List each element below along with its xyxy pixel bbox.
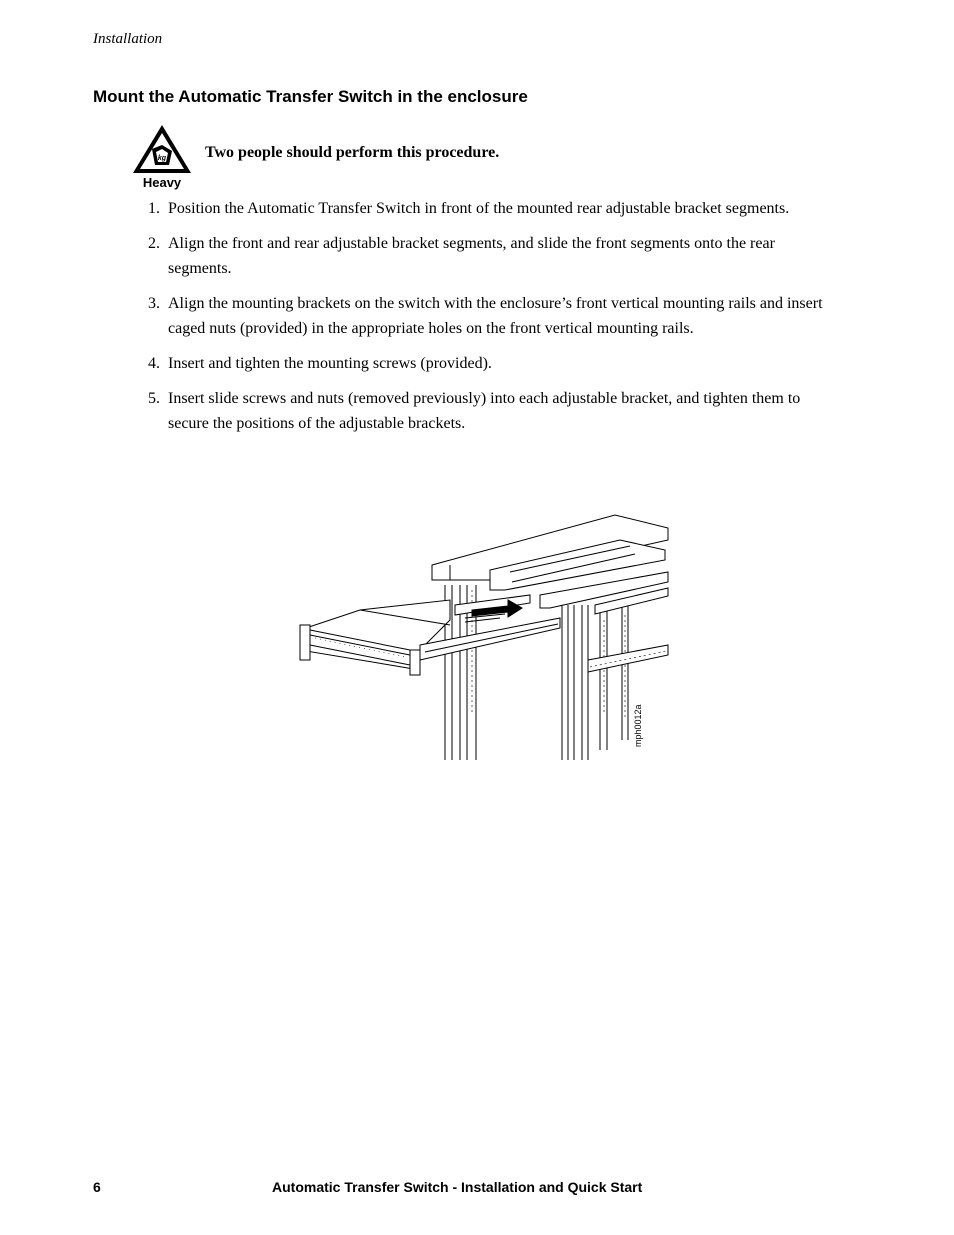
installation-illustration <box>290 510 670 765</box>
procedure-steps <box>140 196 830 446</box>
warning-icon-label: Heavy <box>142 175 182 190</box>
figure-id-label: mph0012a <box>633 704 643 747</box>
step-item <box>140 351 830 376</box>
step-number: 5. <box>148 390 160 407</box>
step-text: Align the mounting brackets on the switch with the enclosure’s front vertical mounting rails and insert caged nuts (provided) in the appropriate holes on the front vertical mounting rails. <box>168 295 823 337</box>
step-item <box>140 231 830 281</box>
step-text: Position the Automatic Transfer Switch in front of the mounted rear adjustable bracket segments. <box>168 200 790 217</box>
warning-text: Two people should perform this procedure. <box>205 144 500 161</box>
step-text: Align the front and rear adjustable bracket segments, and slide the front segments onto the rear segments. <box>168 235 775 277</box>
running-header: Installation <box>93 31 163 47</box>
step-item <box>140 196 830 221</box>
footer-document-title: Automatic Transfer Switch - Installation and Quick Start <box>272 1179 643 1195</box>
heavy-weight-warning-icon <box>131 123 193 191</box>
step-text: Insert slide screws and nuts (removed previously) into each adjustable bracket, and tighten them to secure the positions of the adjustable brackets. <box>168 390 801 432</box>
step-text: Insert and tighten the mounting screws (provided). <box>168 355 492 372</box>
kg-glyph: kg <box>157 155 167 162</box>
section-title: Mount the Automatic Transfer Switch in the enclosure <box>93 87 528 106</box>
warning-triangle-icon <box>131 123 193 175</box>
step-number: 2. <box>148 235 160 252</box>
step-number: 1. <box>148 200 160 217</box>
step-item <box>140 386 830 436</box>
step-number: 3. <box>148 295 160 312</box>
step-number: 4. <box>148 355 160 372</box>
page-number: 6 <box>93 1179 101 1195</box>
step-item <box>140 291 830 341</box>
